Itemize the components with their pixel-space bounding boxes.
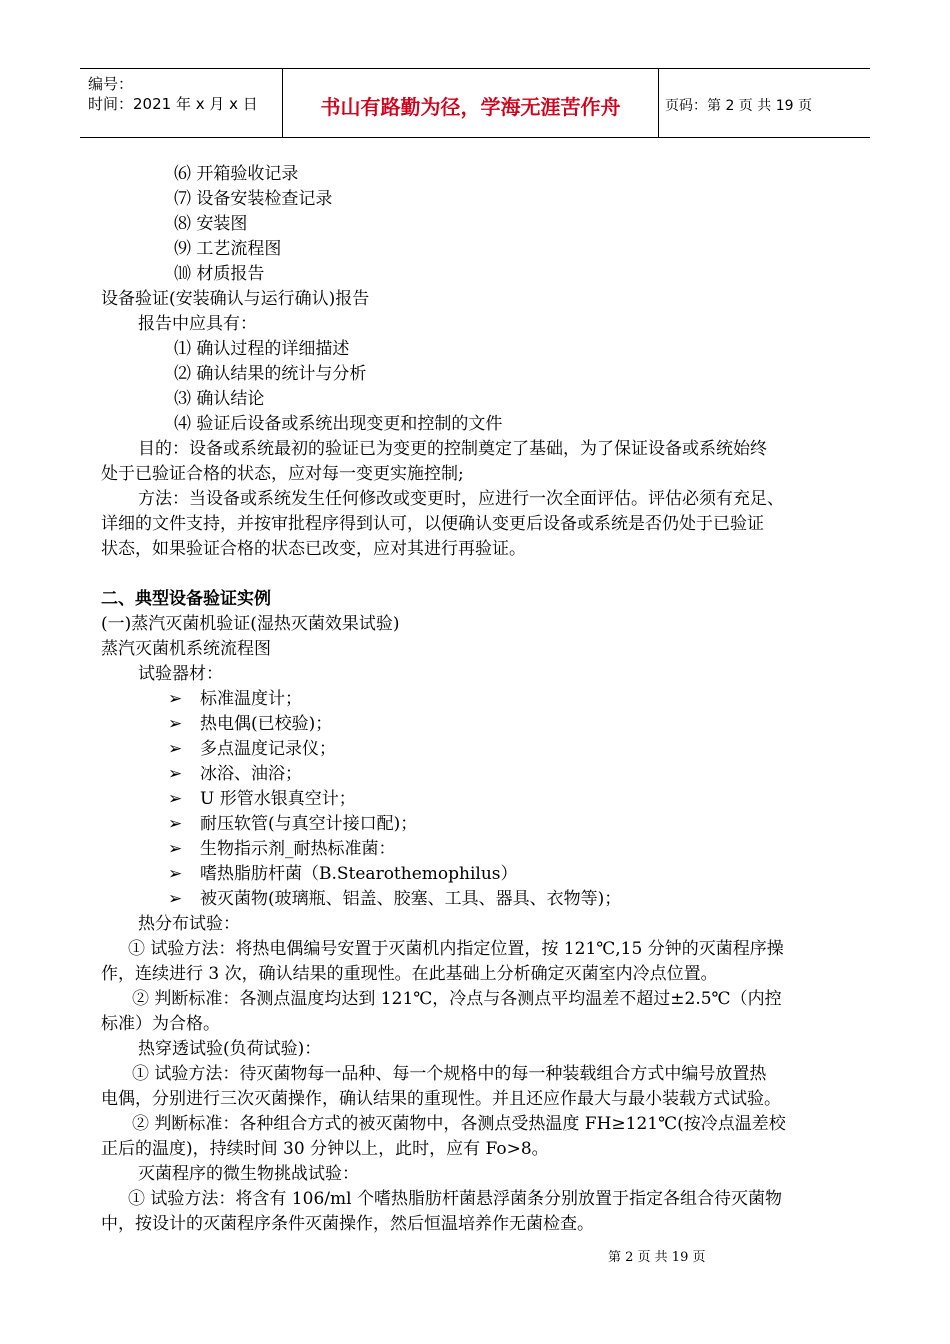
subsection-title: (一)蒸汽灭菌机验证(湿热灭菌效果试验) <box>101 614 400 634</box>
list-item: ⑵ 确认结果的统计与分析 <box>174 364 367 384</box>
list-item: 热电偶(已校验)； <box>200 714 333 734</box>
materials-intro: 试验器材： <box>138 664 223 684</box>
purpose-text: 目的：设备或系统最初的验证已为变更的控制奠定了基础，为了保证设备或系统始终 <box>138 439 767 459</box>
heat-dist-title: 热分布试验： <box>138 914 240 934</box>
arrow-bullet-icon: ➢ <box>168 839 183 859</box>
arrow-bullet-icon: ➢ <box>168 689 183 709</box>
arrow-bullet-icon: ➢ <box>168 789 183 809</box>
list-item: ⑺ 设备安装检查记录 <box>174 189 333 209</box>
heat-dist-text: ① 试验方法：将热电偶编号安置于灭菌机内指定位置，按 121℃,15 分钟的灭菌程序操 <box>128 939 784 959</box>
micro-text: 中，按设计的灭菌程序条件灭菌操作，然后恒温培养作无菌检查。 <box>101 1214 594 1234</box>
section-heading: 二、典型设备验证实例 <box>101 589 271 609</box>
header-meta <box>80 69 283 137</box>
purpose-text: 处于已验证合格的状态，应对每一变更实施控制; <box>101 464 464 484</box>
arrow-bullet-icon: ➢ <box>168 864 183 884</box>
micro-title: 灭菌程序的微生物挑战试验： <box>138 1164 359 1184</box>
list-item: 生物指示剂_耐热标准菌： <box>200 839 396 859</box>
list-item: 嗜热脂肪杆菌（B.Stearothemophilus） <box>200 864 518 884</box>
list-item: ⑶ 确认结论 <box>174 389 265 409</box>
penetration-title: 热穿透试验(负荷试验)： <box>138 1039 322 1059</box>
list-item: ⑼ 工艺流程图 <box>174 239 282 259</box>
method-text: 方法：当设备或系统发生任何修改或变更时，应进行一次全面评估。评估必须有充足、 <box>138 489 784 509</box>
arrow-bullet-icon: ➢ <box>168 714 183 734</box>
subsection-title: 蒸汽灭菌机系统流程图 <box>101 639 271 659</box>
list-item: 冰浴、油浴； <box>200 764 302 784</box>
section-report-title: 设备验证(安装确认与运行确认)报告 <box>101 289 370 309</box>
header-page-info: 页码：第 2 页 共 19 页 <box>665 98 812 114</box>
report-intro: 报告中应具有： <box>138 314 257 334</box>
heat-dist-text: 作，连续进行 3 次，确认结果的重现性。在此基础上分析确定灭菌室内冷点位置。 <box>101 964 718 984</box>
page-footer: 第 2 页 共 19 页 <box>608 1250 706 1265</box>
header-motto: 书山有路勤为径，学海无涯苦作舟 <box>320 95 621 119</box>
penetration-text: 正后的温度)，持续时间 30 分钟以上，此时，应有 Fo>8。 <box>101 1139 549 1159</box>
arrow-bullet-icon: ➢ <box>168 889 183 909</box>
doc-time-label: 时间：2021 年 x 月 x 日 <box>88 95 258 113</box>
page-header <box>80 68 870 138</box>
list-item: 标准温度计； <box>200 689 302 709</box>
list-item: ⑹ 开箱验收记录 <box>174 164 299 184</box>
penetration-text: ① 试验方法：待灭菌物每一品种、每一个规格中的每一种装载组合方式中编号放置热 <box>132 1064 767 1084</box>
list-item: U 形管水银真空计； <box>200 789 356 809</box>
list-item: ⑷ 验证后设备或系统出现变更和控制的文件 <box>174 414 503 434</box>
list-item: 被灭菌物(玻璃瓶、铝盖、胶塞、工具、器具、衣物等)； <box>200 889 622 909</box>
list-item: ⑴ 确认过程的详细描述 <box>174 339 350 359</box>
header-page-cell <box>659 69 870 137</box>
micro-text: ① 试验方法：将含有 106/ml 个嗜热脂肪杆菌悬浮菌条分别放置于指定各组合待灭菌物 <box>128 1189 782 1209</box>
heat-dist-text: 标准）为合格。 <box>101 1014 220 1034</box>
penetration-text: 电偶，分别进行三次灭菌操作，确认结果的重现性。并且还应作最大与最小装载方式试验。 <box>101 1089 781 1109</box>
list-item: 多点温度记录仪； <box>200 739 336 759</box>
arrow-bullet-icon: ➢ <box>168 764 183 784</box>
list-item: ⑽ 材质报告 <box>174 264 265 284</box>
heat-dist-text: ② 判断标准：各测点温度均达到 121℃，冷点与各测点平均温差不超过±2.5℃（内控 <box>132 989 782 1009</box>
arrow-bullet-icon: ➢ <box>168 739 183 759</box>
list-item: ⑻ 安装图 <box>174 214 248 234</box>
list-item: 耐压软管(与真空计接口配)； <box>200 814 418 834</box>
arrow-bullet-icon: ➢ <box>168 814 183 834</box>
method-text: 详细的文件支持，并按审批程序得到认可，以便确认变更后设备或系统是否仍处于已验证 <box>101 514 764 534</box>
method-text: 状态，如果验证合格的状态已改变，应对其进行再验证。 <box>101 539 526 559</box>
penetration-text: ② 判断标准：各种组合方式的被灭菌物中，各测点受热温度 FH≥121℃(按冷点温差校 <box>132 1114 786 1134</box>
header-motto-cell <box>283 69 659 137</box>
doc-number-label: 编号： <box>88 75 134 93</box>
